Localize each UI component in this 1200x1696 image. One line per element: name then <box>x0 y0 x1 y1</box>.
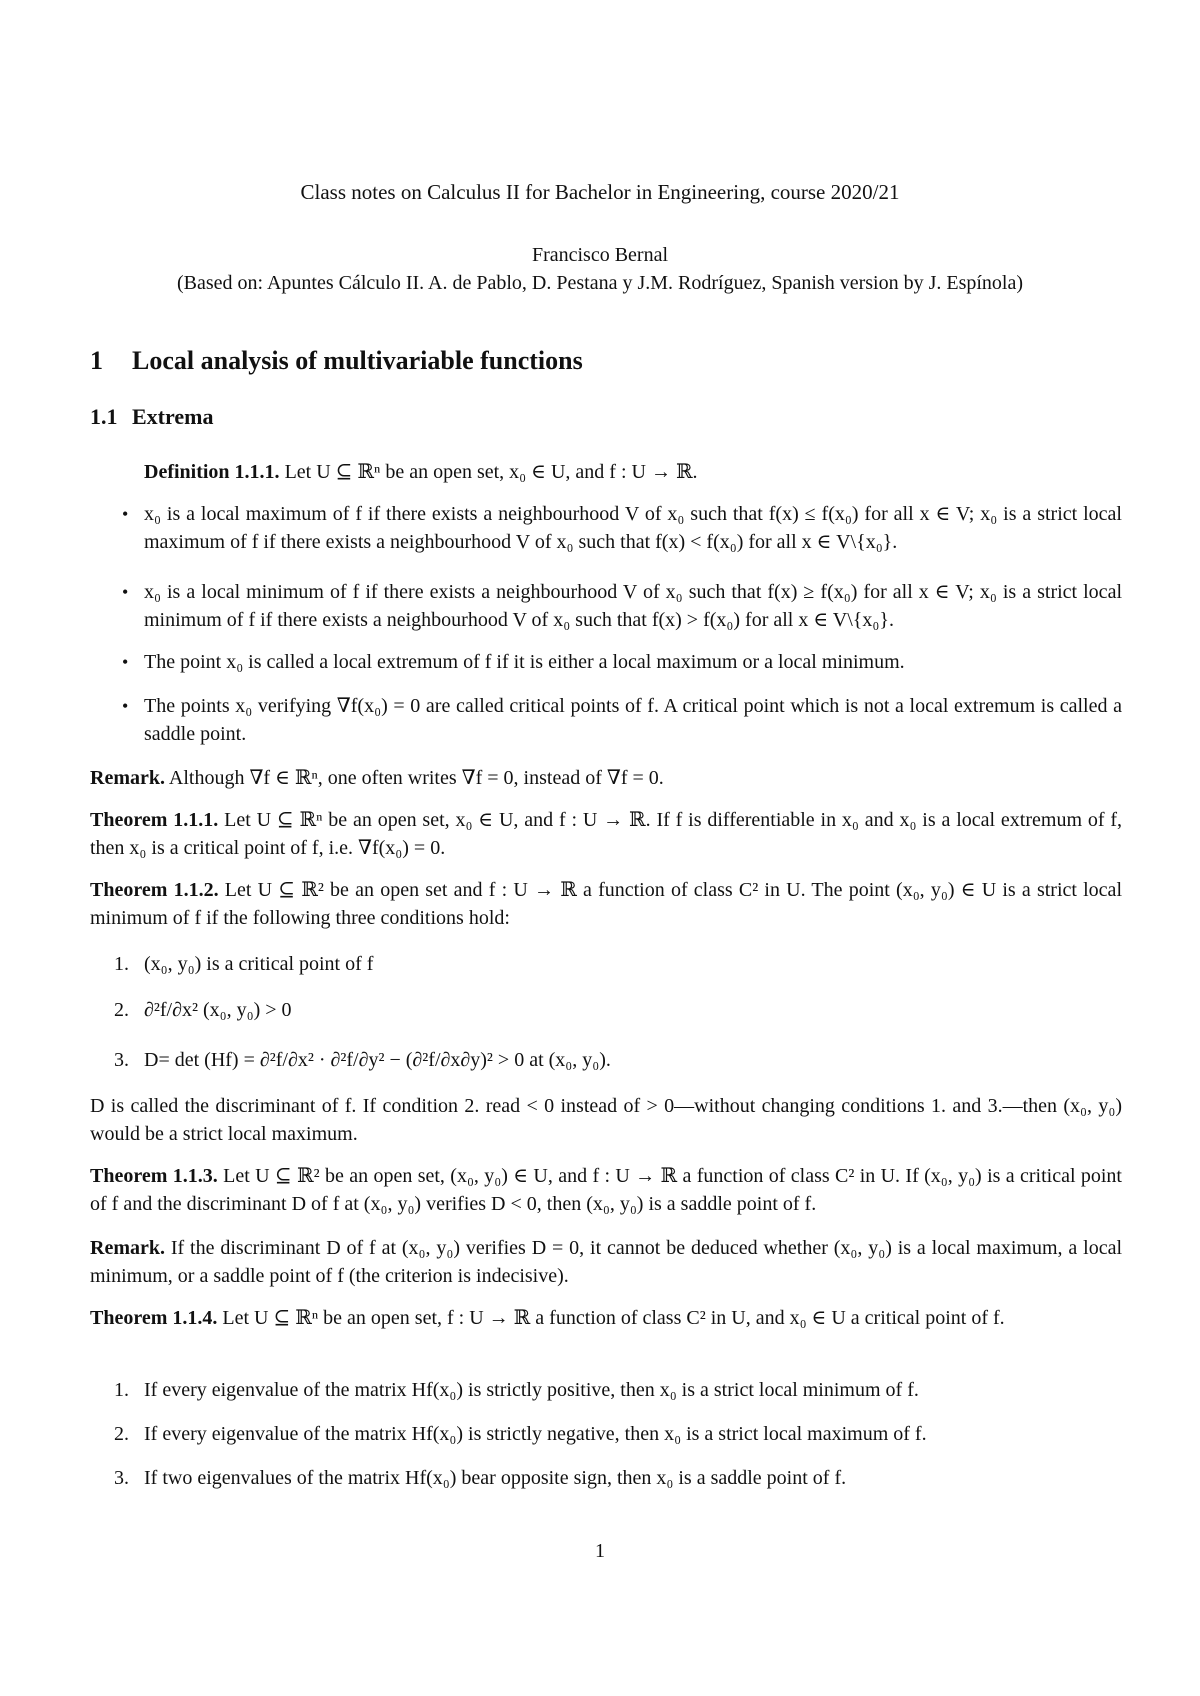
theorem-text: Let U ⊆ ℝ² be an open set and f : U → ℝ a function of class C² in U. The point (x₀, y₀) ∈ U is a strict local minimum of f if the following three conditions hold: <box>90 879 1122 929</box>
item-number: 1. <box>114 953 129 975</box>
item-number: 1. <box>114 1379 129 1401</box>
bullet-icon: • <box>122 582 129 602</box>
bullet-text: The points x₀ verifying ∇f(x₀) = 0 are called critical points of f. A critical point which is not a local extremum is called a saddle point. <box>144 695 1122 745</box>
theorem-label: Theorem 1.1.1. <box>90 809 219 831</box>
subsection-title: Extrema <box>132 404 214 429</box>
item-text: ∂²f/∂x² (x₀, y₀) > 0 <box>144 999 292 1021</box>
subsection-number: 1.1 <box>90 404 118 429</box>
list-item <box>114 1046 1122 1074</box>
list-item <box>120 578 1122 634</box>
bullet-icon: • <box>122 696 129 716</box>
bullet-icon: • <box>122 504 129 524</box>
remark-label: Remark. <box>90 1237 165 1259</box>
list-item <box>120 500 1122 556</box>
item-number: 3. <box>114 1049 129 1071</box>
item-text: D= det (Hf) = ∂²f/∂x² · ∂²f/∂y² − (∂²f/∂x∂y)² > 0 at (x₀, y₀). <box>144 1049 611 1071</box>
bullet-text: The point x₀ is called a local extremum of f if it is either a local maximum or a local minimum. <box>144 651 905 673</box>
remark-block <box>90 1234 1122 1290</box>
theorem-block <box>90 876 1122 932</box>
theorem-block <box>90 1304 1122 1332</box>
theorem-text: Let U ⊆ ℝ² be an open set, (x₀, y₀) ∈ U, and f : U → ℝ a function of class C² in U. If (x₀, y₀) is a critical point of f and the discriminant D of f at (x₀, y₀) verifies D < 0, then (x₀, y₀) is a saddle point of f. <box>90 1165 1122 1215</box>
remark-text: Although ∇f ∈ ℝⁿ, one often writes ∇f = 0, instead of ∇f = 0. <box>168 767 664 789</box>
theorem-label: Theorem 1.1.4. <box>90 1307 218 1329</box>
list-item <box>114 1420 1122 1448</box>
remark-text: If the discriminant D of f at (x₀, y₀) verifies D = 0, it cannot be deduced whether (x₀, y₀) is a local maximum, a local minimum, or a saddle point of f (the criterion is indecisive). <box>90 1237 1123 1287</box>
theorem-label: Theorem 1.1.3. <box>90 1165 218 1187</box>
theorem-text: Let U ⊆ ℝⁿ be an open set, x₀ ∈ U, and f : U → ℝ. If f is differentiable in x₀ and x₀ is a local extremum of f, then x₀ is a critical point of f, i.e. ∇f(x₀) = 0. <box>90 809 1123 859</box>
section-heading <box>90 346 583 376</box>
theorem-block <box>90 1162 1122 1218</box>
document-title: Class notes on Calculus II for Bachelor in Engineering, course 2020/21 <box>300 180 900 204</box>
page-number: 1 <box>595 1540 605 1562</box>
definition-label: Definition 1.1.1. <box>144 461 280 483</box>
item-text: If every eigenvalue of the matrix Hf(x₀) is strictly negative, then x₀ is a strict local maximum of f. <box>144 1423 927 1445</box>
theorem-label: Theorem 1.1.2. <box>90 879 219 901</box>
theorem-text: Let U ⊆ ℝⁿ be an open set, f : U → ℝ a function of class C² in U, and x₀ ∈ U a critical point of f. <box>222 1307 1005 1329</box>
section-title: Local analysis of multivariable functions <box>132 346 583 375</box>
item-text: (x₀, y₀) is a critical point of f <box>144 953 374 975</box>
section-number: 1 <box>90 346 103 375</box>
list-item <box>120 648 1122 676</box>
subsection-heading <box>90 404 213 430</box>
list-item <box>114 950 1122 978</box>
author: Francisco Bernal <box>531 244 669 266</box>
remark-block <box>90 764 1122 792</box>
based-on-note: (Based on: Apuntes Cálculo II. A. de Pablo, D. Pestana y J.M. Rodríguez, Spanish version by J. Espínola) <box>176 272 1023 294</box>
list-item <box>114 1464 1122 1492</box>
item-text: If two eigenvalues of the matrix Hf(x₀) bear opposite sign, then x₀ is a saddle point of f. <box>144 1467 847 1489</box>
item-number: 2. <box>114 999 129 1021</box>
item-text: If every eigenvalue of the matrix Hf(x₀) is strictly positive, then x₀ is a strict local minimum of f. <box>144 1379 919 1401</box>
bullet-icon: • <box>122 652 129 672</box>
list-item <box>114 1376 1122 1404</box>
item-number: 3. <box>114 1467 129 1489</box>
bullet-text: x₀ is a local minimum of f if there exists a neighbourhood V of x₀ such that f(x) ≥ f(x₀) for all x ∈ V; x₀ is a strict local minimum of f if there exists a neighbourhood V of x₀ such that f(x) > f(x₀) for all x ∈ V\{x₀}. <box>144 581 1122 631</box>
theorem-block <box>90 806 1122 862</box>
item-number: 2. <box>114 1423 129 1445</box>
definition-block <box>144 458 1122 486</box>
list-item <box>114 996 1122 1024</box>
definition-text: Let U ⊆ ℝⁿ be an open set, x₀ ∈ U, and f : U → ℝ. <box>284 461 698 483</box>
remark-label: Remark. <box>90 767 165 789</box>
bullet-text: x₀ is a local maximum of f if there exists a neighbourhood V of x₀ such that f(x) ≤ f(x₀) for all x ∈ V; x₀ is a strict local maximum of f if there exists a neighbourhood V of x₀ such that f(x) < f(x₀) for all x ∈ V\{x₀}. <box>144 503 1122 553</box>
list-item <box>120 692 1122 748</box>
discriminant-note: D is called the discriminant of f. If condition 2. read < 0 instead of > 0—without changing conditions 1. and 3.—then (x₀, y₀) would be a strict local maximum. <box>90 1095 1122 1145</box>
